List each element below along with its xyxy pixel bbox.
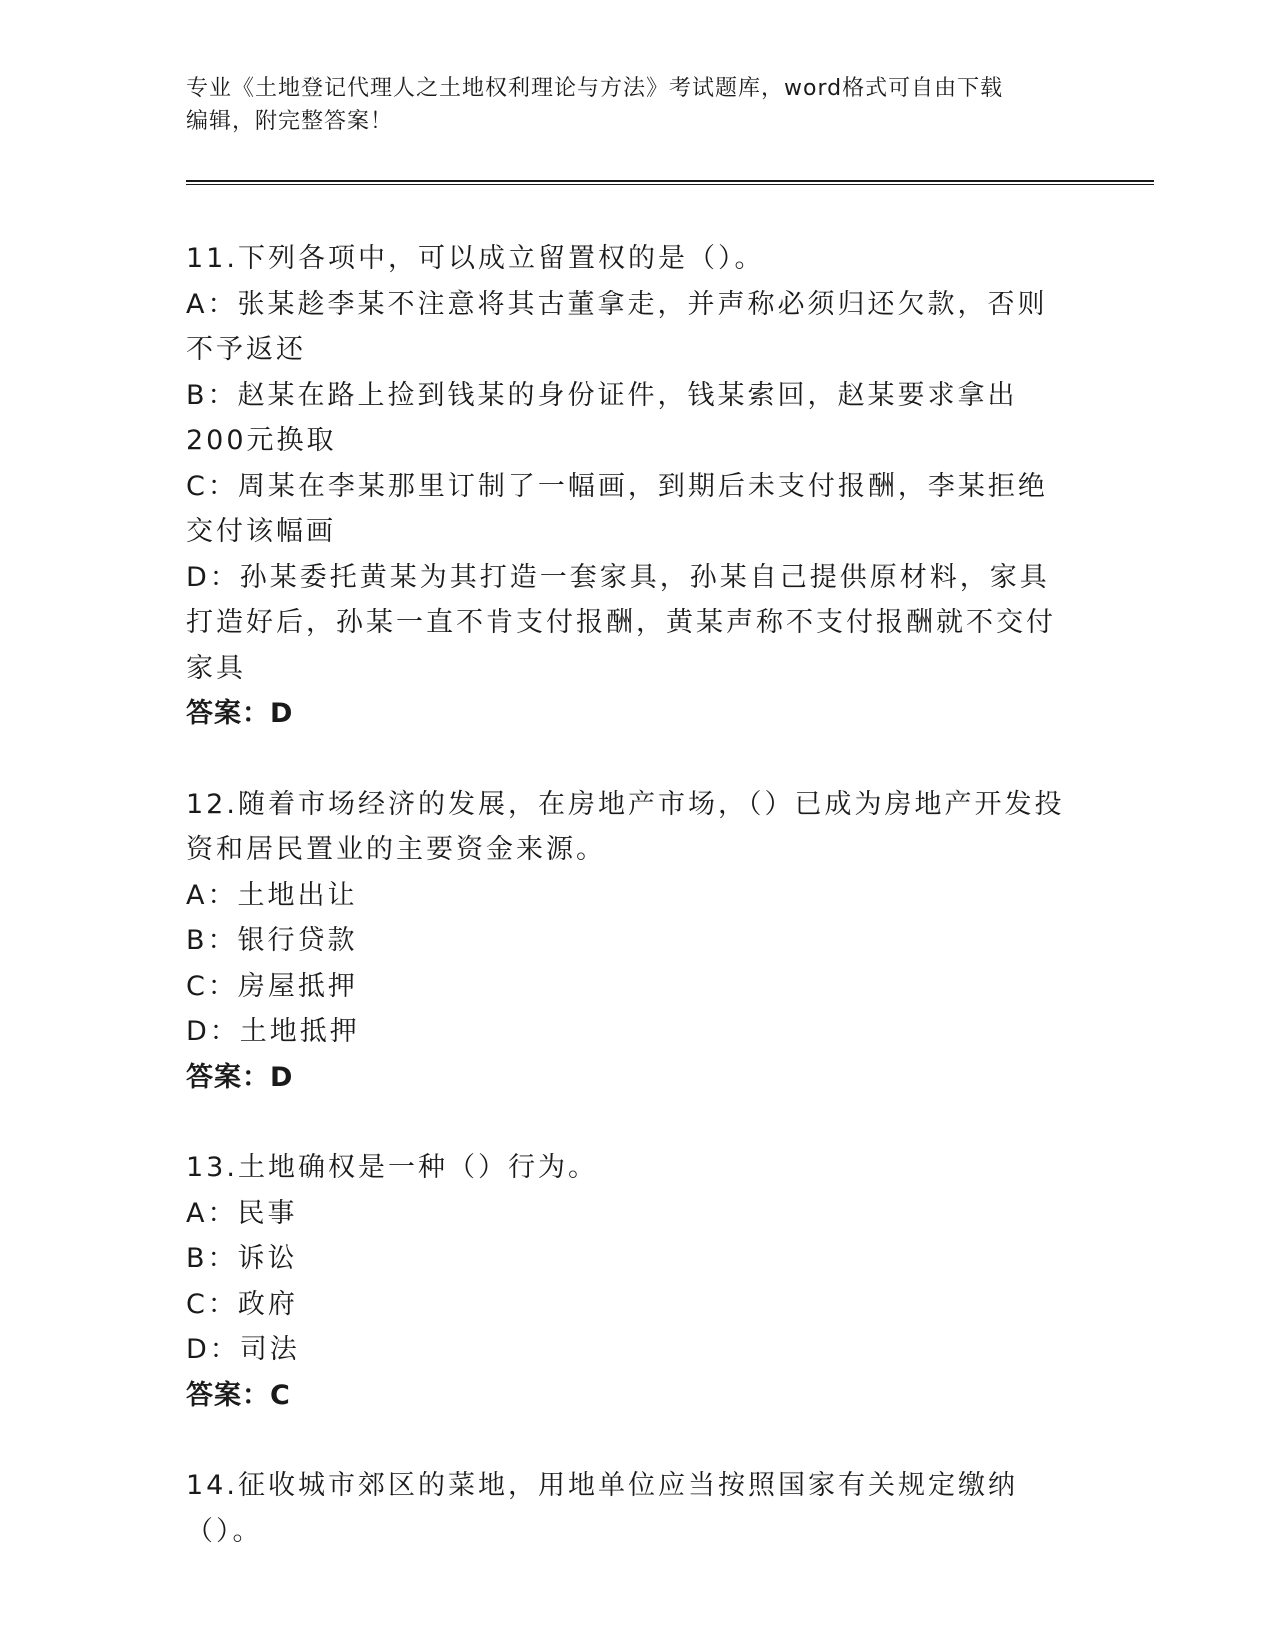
option-d: D：土地抵押 [186,1016,360,1047]
option-c: C：政府 [186,1288,298,1320]
header-line-1: 专业《土地登记代理人之土地权利理论与方法》考试题库，word格式可自由下载 [186,76,1004,101]
option-c: C：周某在李某那里订制了一幅画，到期后未支付报酬，李某拒绝交付该幅画 [186,470,1048,547]
question-text: 11.下列各项中，可以成立留置权的是（）。 [186,243,765,274]
question-12 [186,782,1076,1101]
option-b: B：银行贷款 [186,925,358,956]
option-c: C：房屋抵押 [186,970,358,1002]
option-a: A：张某趁李某不注意将其古董拿走，并声称必须归还欠款，否则不予返还 [186,288,1048,365]
header-divider [186,180,1154,185]
answer: 答案：D [186,1061,294,1093]
answer: 答案：D [186,698,294,729]
header-line-2: 编辑，附完整答案！ [186,109,394,134]
document-header [186,72,1066,138]
question-11 [186,236,1076,737]
option-d: D：孙某委托黄某为其打造一套家具，孙某自己提供原材料，家具打造好后，孙某一直不肯支付报酬，黄某声称不支付报酬就不交付家具 [186,561,1056,684]
question-13 [186,1145,1076,1418]
question-text: 13.土地确权是一种（）行为。 [186,1152,598,1183]
option-d: D：司法 [186,1334,300,1365]
option-a: A：民事 [186,1197,298,1229]
option-b: B：诉讼 [186,1243,298,1274]
option-b: B：赵某在路上捡到钱某的身份证件，钱某索回，赵某要求拿出200元换取 [186,379,1018,456]
question-14 [186,1463,1076,1554]
question-list [186,236,1076,1599]
option-a: A：土地出让 [186,879,358,911]
question-text: 14.征收城市郊区的菜地，用地单位应当按照国家有关规定缴纳（）。 [186,1470,1018,1547]
question-text: 12.随着市场经济的发展，在房地产市场，（）已成为房地产开发投资和居民置业的主要资金来源。 [186,788,1065,865]
answer: 答案：C [186,1379,291,1411]
